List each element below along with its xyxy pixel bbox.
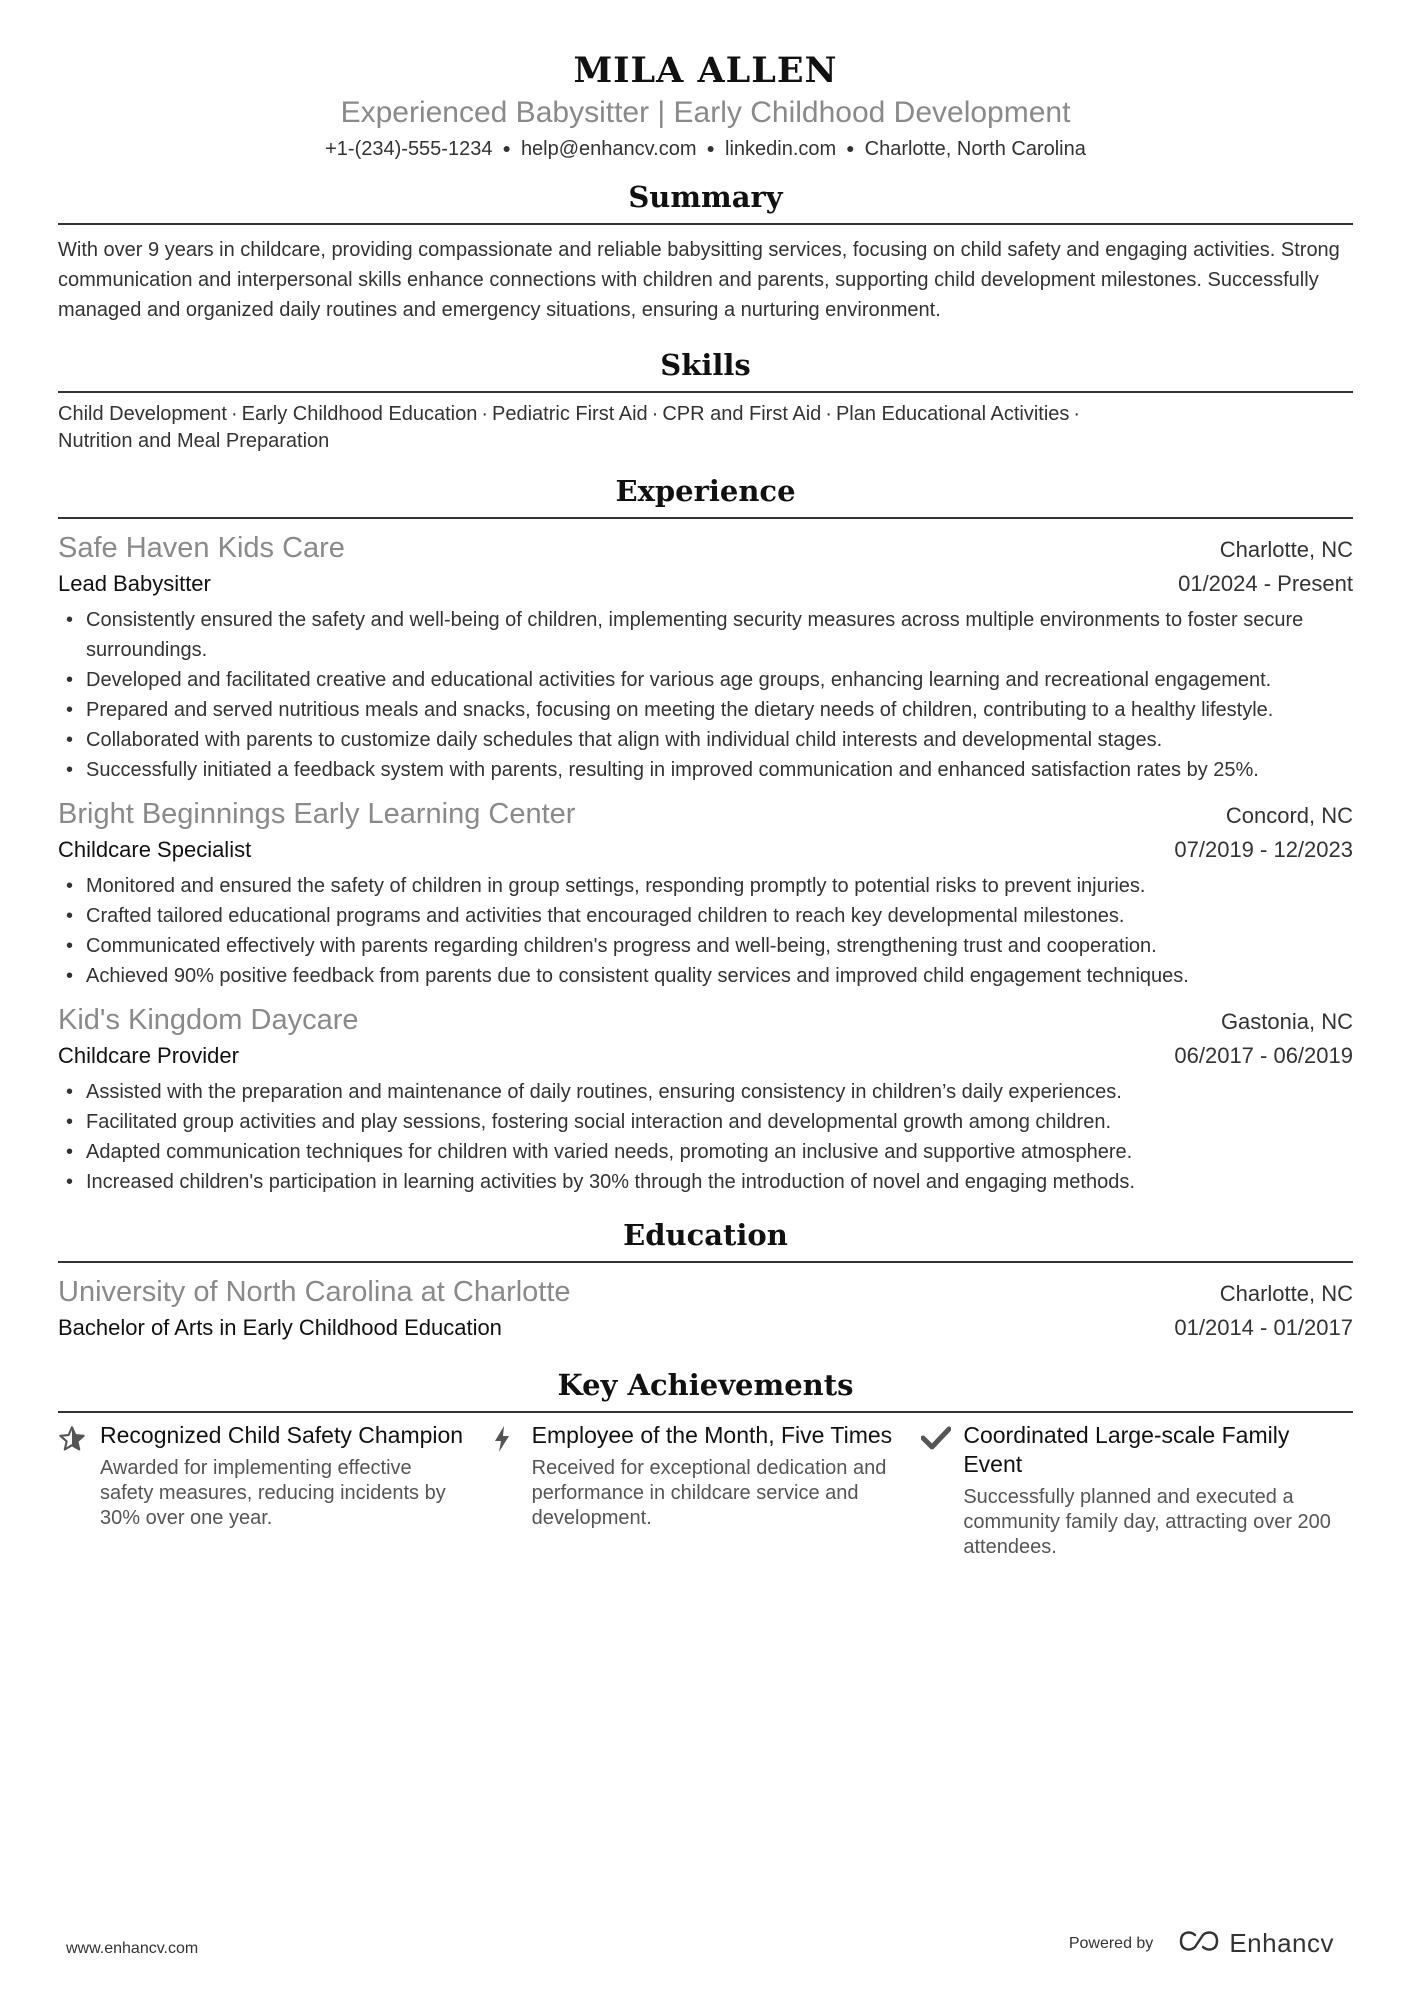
skill-item: Early Childhood Education xyxy=(241,403,478,425)
achievements-section xyxy=(58,1365,1353,1560)
section-title-achievements: Key Achievements xyxy=(58,1365,1353,1413)
job-location: Charlotte, NC xyxy=(1219,537,1353,562)
job-location: Concord, NC xyxy=(1225,803,1353,828)
skill-separator: · xyxy=(481,403,489,425)
job-dates: 07/2019 - 12/2023 xyxy=(1174,837,1353,862)
degree-name: Bachelor of Arts in Early Childhood Education xyxy=(58,1315,502,1340)
achievement-item xyxy=(58,1421,490,1560)
separator-dot: ● xyxy=(706,140,715,156)
bullet-item: • Monitored and ensured the safety of children in group settings, responding promptly to potential risks to prevent injuries. xyxy=(58,871,1353,901)
bullet-item: • Prepared and served nutritious meals and snacks, focusing on meeting the dietary needs of children, contributing to a healthy lifestyle. xyxy=(58,695,1353,725)
separator-dot: ● xyxy=(502,140,511,156)
section-title-summary: Summary xyxy=(58,177,1353,225)
job-entry xyxy=(58,1001,1353,1197)
job-dates: 06/2017 - 06/2019 xyxy=(1174,1043,1353,1068)
skill-separator: · xyxy=(825,403,832,425)
footer-branding xyxy=(1069,1928,1334,1959)
achievement-description: Received for exceptional dedication and performance in childcare service and development. xyxy=(531,1457,887,1529)
achievement-title: Employee of the Month, Five Times xyxy=(531,1422,893,1448)
skill-item: Pediatric First Aid xyxy=(492,403,648,425)
job-bullets xyxy=(58,871,1353,991)
checkmark-icon xyxy=(921,1421,963,1560)
powered-by-label: Powered by xyxy=(1068,1934,1154,1952)
section-title-experience: Experience xyxy=(58,471,1353,519)
education-section xyxy=(58,1215,1353,1345)
skill-separator: · xyxy=(230,403,238,425)
bullet-item: • Achieved 90% positive feedback from parents due to consistent quality services and improved child engagement techniques. xyxy=(58,961,1353,991)
skill-separator: · xyxy=(651,403,659,425)
job-entry xyxy=(58,795,1353,991)
job-location: Gastonia, NC xyxy=(1220,1009,1353,1034)
summary-text: With over 9 years in childcare, providing compassionate and reliable babysitting services, focusing on child safety and engaging activities. Strong communication and interpersonal skills enhance connections with children and parents, supporting child development milestones. Successfully managed and organized daily routines and emergency situations, ensuring a nurturing environment. xyxy=(58,239,1340,321)
email-link[interactable]: help@enhancv.com xyxy=(520,138,697,160)
job-dates: 01/2024 - Present xyxy=(1178,571,1353,596)
experience-section xyxy=(58,471,1353,1197)
bullet-item: • Increased children's participation in learning activities by 30% through the introduction of novel and engaging methods. xyxy=(58,1167,1353,1197)
star-icon xyxy=(58,1421,100,1560)
candidate-headline: Experienced Babysitter | Early Childhood Development xyxy=(340,96,1071,129)
phone-text: +1-(234)-555-1234 xyxy=(325,138,493,160)
bullet-item: • Successfully initiated a feedback system with parents, resulting in improved communication and enhanced satisfaction rates by 25%. xyxy=(58,755,1353,785)
resume-header xyxy=(58,48,1353,163)
bullet-item: • Crafted tailored educational programs and activities that encouraged children to reach key developmental milestones. xyxy=(58,901,1353,931)
skill-item: CPR and First Aid xyxy=(662,403,822,425)
bullet-item: • Assisted with the preparation and maintenance of daily routines, ensuring consistency in children’s daily experiences. xyxy=(58,1077,1353,1107)
footer-website-link[interactable]: www.enhancv.com xyxy=(66,1940,199,1957)
resume-page xyxy=(58,48,1353,1560)
education-entry xyxy=(58,1273,1353,1345)
section-title-education: Education xyxy=(58,1215,1353,1263)
bullet-item: • Communicated effectively with parents regarding children's progress and well-being, strengthening trust and cooperation. xyxy=(58,931,1353,961)
company-name: Kid's Kingdom Daycare xyxy=(58,1004,359,1036)
company-name: Safe Haven Kids Care xyxy=(58,532,345,564)
school-name: University of North Carolina at Charlotte xyxy=(58,1276,571,1308)
job-role: Lead Babysitter xyxy=(58,571,211,596)
location-text: Charlotte, North Carolina xyxy=(864,138,1086,160)
separator-dot: ● xyxy=(846,140,855,156)
section-title-skills: Skills xyxy=(58,345,1353,393)
linkedin-link[interactable]: linkedin.com xyxy=(725,138,837,160)
school-location: Charlotte, NC xyxy=(1219,1281,1353,1306)
achievement-item xyxy=(490,1421,922,1560)
bullet-item: • Collaborated with parents to customize daily schedules that align with individual child interests and developmental stages. xyxy=(58,725,1353,755)
achievements-grid xyxy=(58,1421,1353,1560)
enhancv-logo-icon xyxy=(1177,1930,1221,1957)
job-role: Childcare Provider xyxy=(58,1043,239,1068)
job-bullets xyxy=(58,1077,1353,1197)
achievement-item xyxy=(921,1421,1353,1560)
contact-line xyxy=(58,134,1353,163)
summary-section xyxy=(58,177,1353,325)
achievement-description: Successfully planned and executed a community family day, attracting over 200 attendees. xyxy=(963,1486,1331,1558)
achievement-title: Recognized Child Safety Champion xyxy=(100,1422,464,1448)
skills-section xyxy=(58,345,1353,455)
skills-list xyxy=(58,401,1353,455)
enhancv-brand-name: Enhancv xyxy=(1229,1928,1334,1958)
skill-separator: · xyxy=(1073,403,1081,425)
achievement-title: Coordinated Large-scale Family Event xyxy=(963,1422,1290,1477)
education-dates: 01/2014 - 01/2017 xyxy=(1174,1315,1353,1340)
achievement-description: Awarded for implementing effective safety measures, reducing incidents by 30% over one year. xyxy=(100,1457,446,1529)
job-bullets xyxy=(58,605,1353,785)
bullet-item: • Adapted communication techniques for children with varied needs, promoting an inclusive and supportive atmosphere. xyxy=(58,1137,1353,1167)
job-entry xyxy=(58,529,1353,785)
bullet-item: • Developed and facilitated creative and educational activities for various age groups, enhancing learning and recreational engagement. xyxy=(58,665,1353,695)
bullet-item: • Consistently ensured the safety and well-being of children, implementing security measures across multiple environments to foster secure surroundings. xyxy=(58,605,1353,665)
company-name: Bright Beginnings Early Learning Center xyxy=(58,798,576,830)
candidate-name: MILA ALLEN xyxy=(573,50,838,91)
bullet-item: • Facilitated group activities and play sessions, fostering social interaction and developmental growth among children. xyxy=(58,1107,1353,1137)
job-role: Childcare Specialist xyxy=(58,837,252,862)
lightning-icon xyxy=(490,1421,532,1560)
skill-item: Nutrition and Meal Preparation xyxy=(58,430,330,452)
skill-item: Plan Educational Activities xyxy=(835,403,1070,425)
skill-item: Child Development xyxy=(58,403,227,425)
